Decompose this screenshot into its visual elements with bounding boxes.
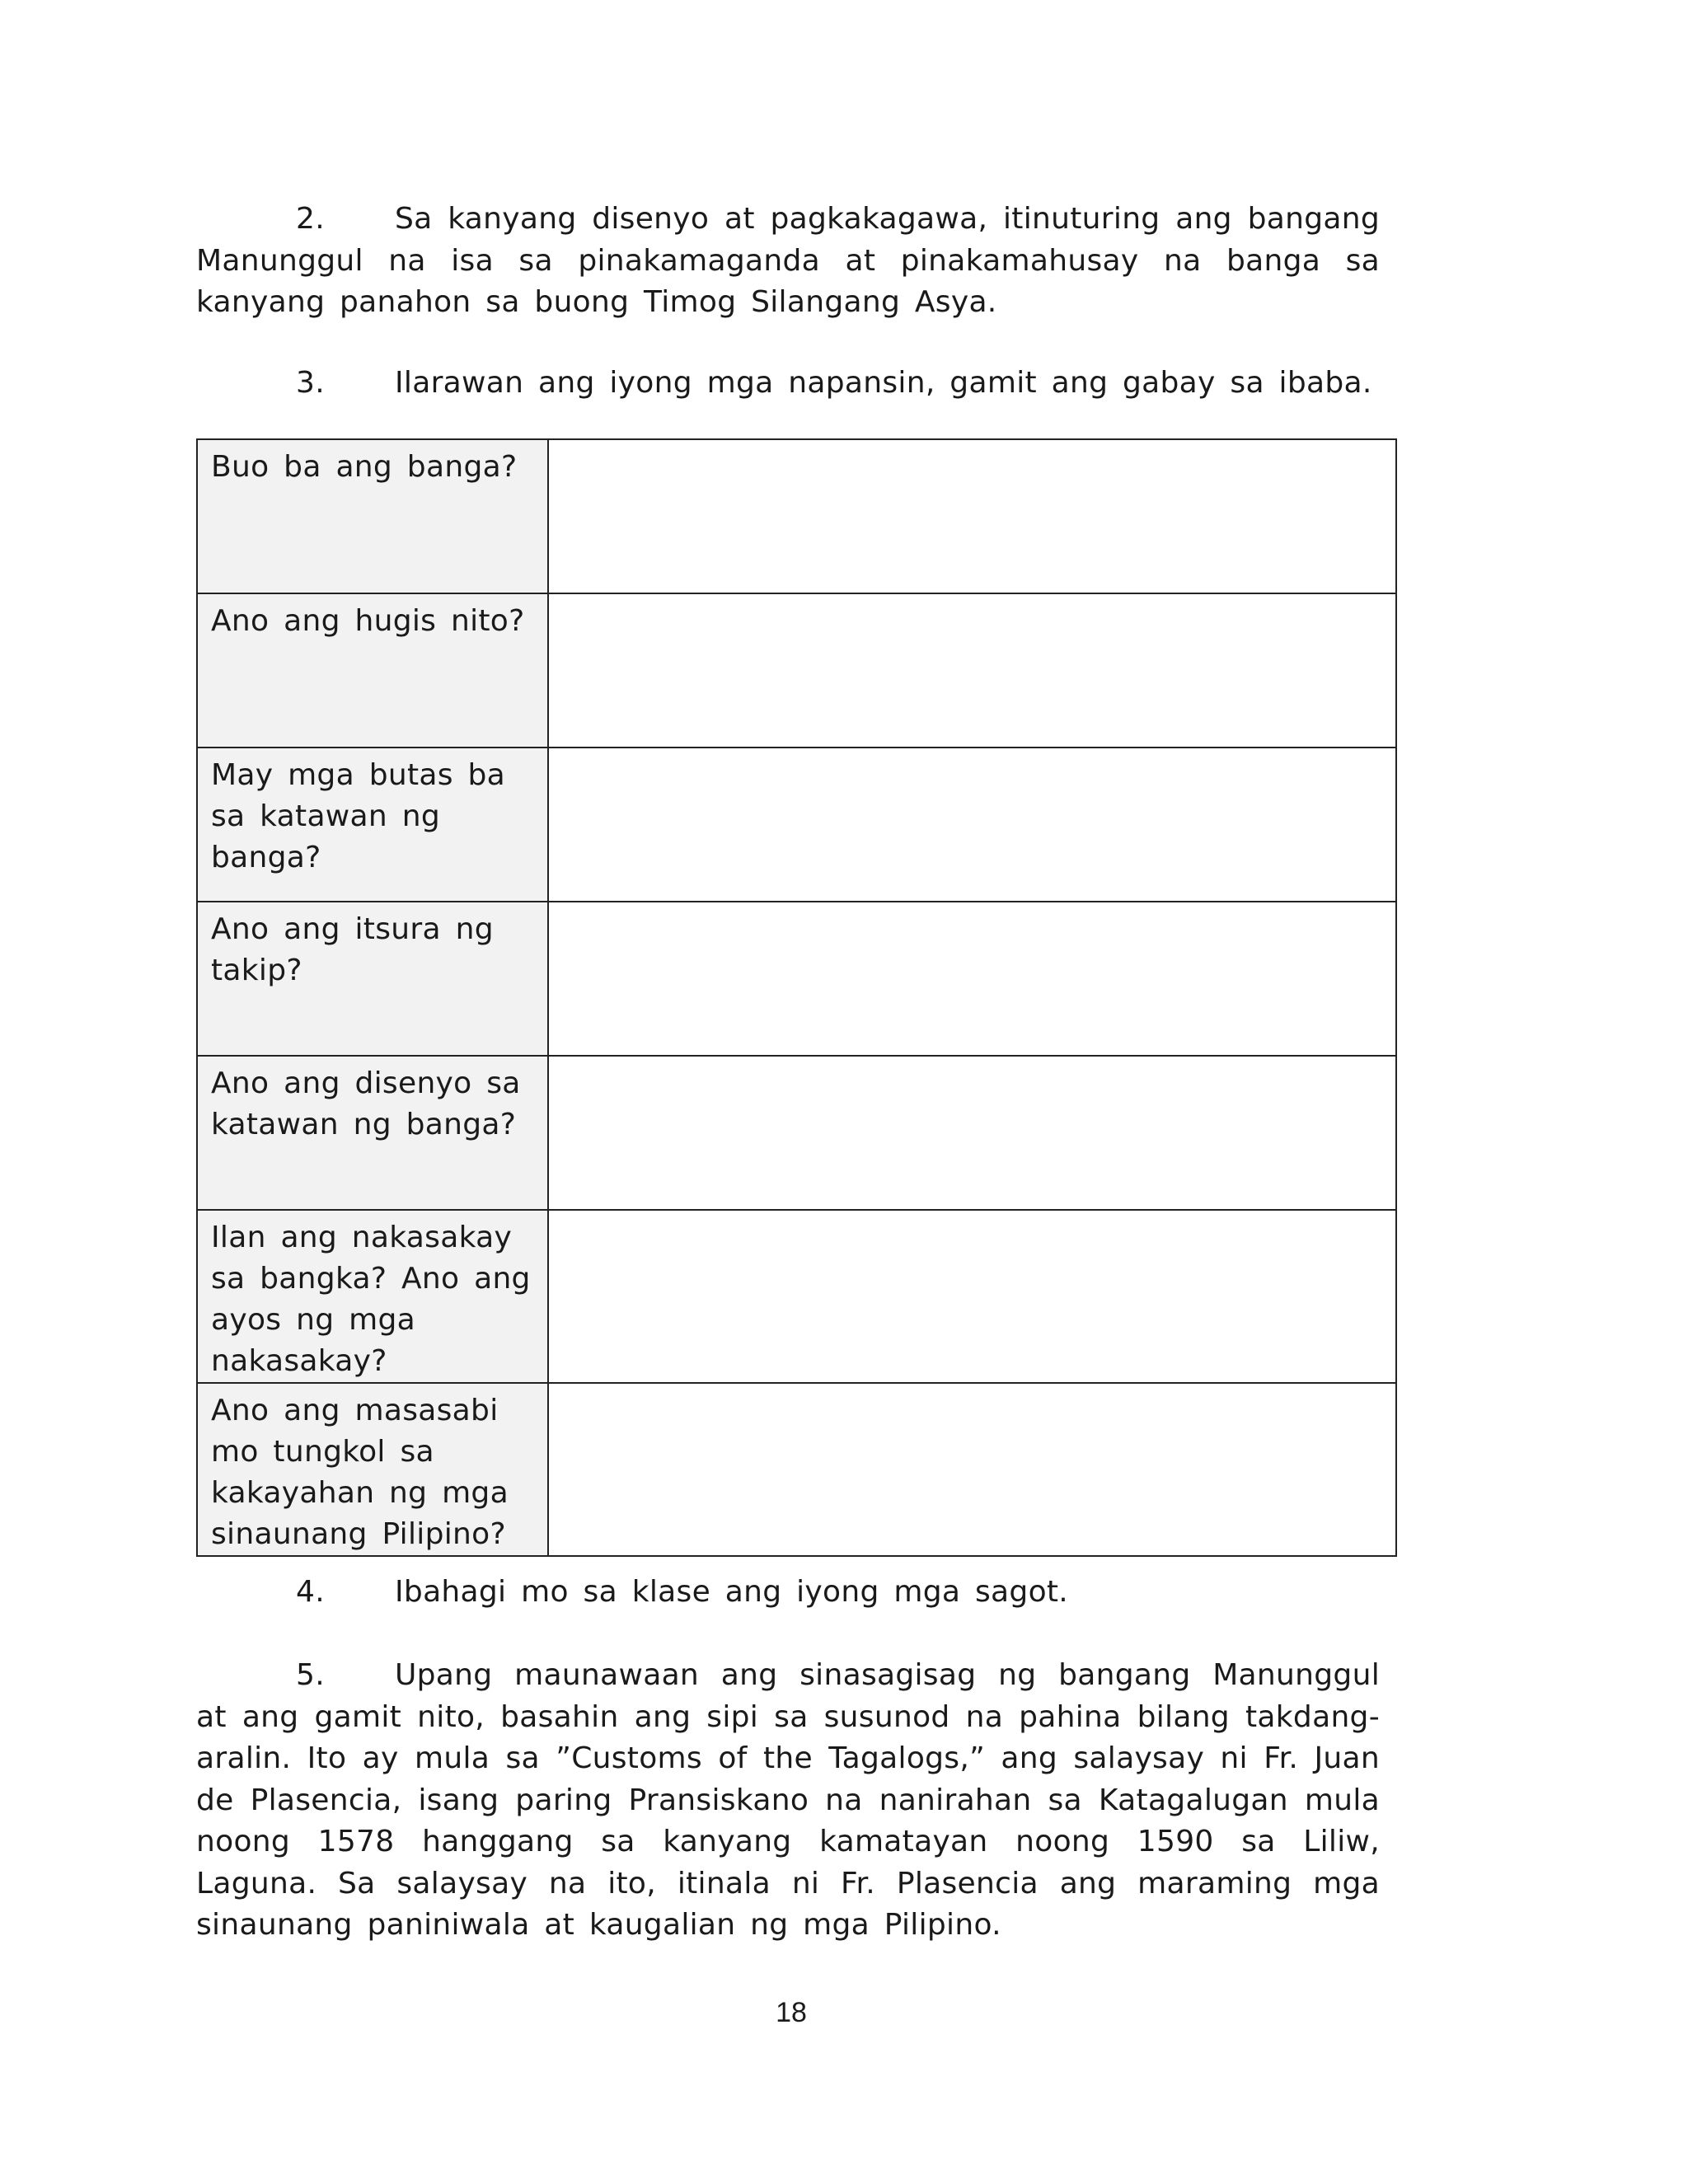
answer-cell[interactable] [548, 593, 1396, 748]
item-4-paragraph [196, 1572, 1380, 1614]
table-row [197, 439, 1396, 593]
item-number: 2. [296, 202, 325, 236]
table-row [197, 902, 1396, 1056]
table-row [197, 1056, 1396, 1210]
question-cell: Ano ang hugis nito? [197, 593, 548, 748]
question-cell: Buo ba ang banga? [197, 439, 548, 593]
item-2-paragraph [196, 199, 1380, 324]
item-number: 3. [296, 366, 325, 400]
item-text: Upang maunawaan ang sinasagisag ng bangang Manunggul at ang gamit nito, basahin ang sipi sa susunod na pahina bilang takdang-aralin. Ito ay mula sa ”Customs of the Tagalogs,” ang salaysay ni Fr. Juan de Plasencia, isang paring Pransiskano na nanirahan sa Katagalugan mula noong 1578 hanggang sa kanyang kamatayan noong 1590 sa Liliw, Laguna. Sa salaysay na ito, itinala ni Fr. Plasencia ang maraming mga sinaunang paniniwala at kaugalian ng mga Pilipino. [196, 1658, 1380, 1942]
table-row [197, 593, 1396, 748]
question-cell: May mga butas ba sa katawan ng banga? [197, 748, 548, 902]
question-cell: Ano ang masasabi mo tungkol sa kakayahan ng mga sinaunang Pilipino? [197, 1383, 548, 1556]
item-number: 5. [296, 1658, 325, 1692]
item-text: Ilarawan ang iyong mga napansin, gamit ang gabay sa ibaba. [395, 366, 1372, 400]
question-cell: Ano ang disenyo sa katawan ng banga? [197, 1056, 548, 1210]
item-5-paragraph [196, 1655, 1380, 1947]
answer-cell[interactable] [548, 748, 1396, 902]
answer-cell[interactable] [548, 902, 1396, 1056]
question-cell: Ilan ang nakasakay sa bangka? Ano ang ayos ng mga nakasakay? [197, 1210, 548, 1383]
item-text: Ibahagi mo sa klase ang iyong mga sagot. [395, 1575, 1069, 1609]
table-row [197, 1383, 1396, 1556]
page-number: 18 [776, 1997, 807, 2028]
item-number: 4. [296, 1575, 325, 1609]
answer-cell[interactable] [548, 439, 1396, 593]
answer-cell[interactable] [548, 1383, 1396, 1556]
table-row [197, 748, 1396, 902]
table-row [197, 1210, 1396, 1383]
question-cell: Ano ang itsura ng takip? [197, 902, 548, 1056]
answer-cell[interactable] [548, 1056, 1396, 1210]
observation-table [196, 438, 1397, 1557]
item-3-paragraph [196, 363, 1380, 405]
item-text: Sa kanyang disenyo at pagkakagawa, itinuturing ang bangang Manunggul na isa sa pinakamaganda at pinakamahusay na banga sa kanyang panahon sa buong Timog Silangang Asya. [196, 202, 1380, 319]
answer-cell[interactable] [548, 1210, 1396, 1383]
